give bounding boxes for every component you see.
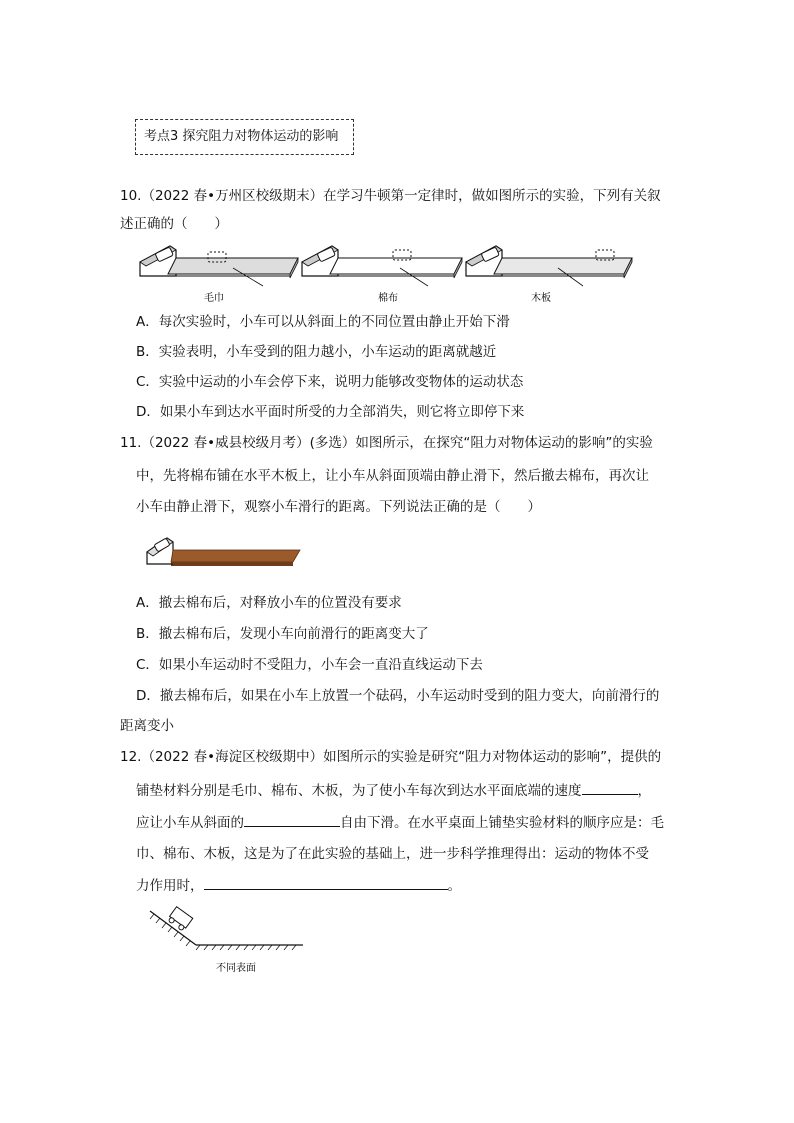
- q12-blank-position[interactable]: [244, 812, 340, 827]
- section-title: 考点3 探究阻力对物体运动的影响: [135, 119, 354, 155]
- q11-option-d-cont: 距离变小: [120, 718, 174, 734]
- q12-figure: [148, 903, 308, 978]
- q11-option-c: C．如果小车运动时不受阻力，小车会一直沿直线运动下去: [136, 657, 483, 673]
- q12-stem-line3-end: 自由下滑。在水平桌面上铺垫实验材料的顺序应是：毛: [340, 815, 664, 831]
- q11-stem-line3: 小车由静止滑下，观察小车滑行的距离。下列说法正确的是（ ）: [136, 499, 541, 515]
- q11-option-d: D．撤去棉布后，如果在小车上放置一个砝码，小车运动时受到的阻力变大，向前滑行的: [136, 688, 660, 704]
- q11-stem-line2: 中，先将棉布铺在水平木板上，让小车从斜面顶端由静止滑下，然后撤去棉布，再次让: [136, 468, 649, 484]
- q10-label-towel: 毛巾: [204, 293, 224, 304]
- q11-option-a: A．撤去棉布后，对释放小车的位置没有要求: [136, 595, 402, 611]
- q12-stem-line2-end: ，: [637, 783, 651, 799]
- q11-option-b: B．撤去棉布后，发现小车向前滑行的距离变大了: [136, 626, 429, 642]
- q12-stem-line5-text: 力作用时，: [136, 878, 204, 894]
- q10-ramp-wood: [466, 246, 632, 286]
- q12-blank-conclusion[interactable]: [204, 875, 448, 890]
- q10-option-d: D．如果小车到达水平面时所受的力全部消失，则它将立即停下来: [136, 404, 525, 420]
- q10-label-wood: 木板: [531, 293, 551, 304]
- q12-stem-line2: [136, 780, 651, 801]
- q10-ramp-towel: [140, 246, 298, 286]
- q12-stem-line5: [136, 875, 461, 896]
- q12-stem-line1: 12.（2022 春•海淀区校级期中）如图所示的实验是研究“阻力对物体运动的影响”，提供的: [120, 749, 662, 765]
- q10-stem-line1: 10.（2022 春•万州区校级期末）在学习牛顿第一定律时，做如图所示的实验，下列有关叙: [120, 188, 661, 204]
- q12-stem-line4: 巾、棉布、木板，这是为了在此实验的基础上，进一步科学推理得出：运动的物体不受: [136, 846, 649, 862]
- q12-stem-line3: [136, 812, 664, 833]
- q10-option-a: A．每次实验时，小车可以从斜面上的不同位置由静止开始下滑: [136, 314, 510, 330]
- q10-option-c: C．实验中运动的小车会停下来，说明力能够改变物体的运动状态: [136, 374, 524, 390]
- q12-stem-line2-text: 铺垫材料分别是毛巾、棉布、木板，为了使小车每次到达水平面底端的速度: [136, 783, 582, 799]
- q10-option-b: B．实验表明，小车受到的阻力越小，小车运动的距离就越近: [136, 344, 497, 360]
- q10-label-cotton: 棉布: [378, 293, 398, 304]
- q12-stem-line5-end: 。: [447, 878, 461, 894]
- q12-label-surfaces: 不同表面: [216, 963, 256, 974]
- q10-ramp-cotton: [302, 246, 462, 286]
- q11-stem-line1: 11.（2022 春•威县校级月考）(多选）如图所示，在探究“阻力对物体运动的影响”的实验: [120, 435, 653, 451]
- q12-stem-line3-text: 应让小车从斜面的: [136, 815, 244, 831]
- q12-blank-speed[interactable]: [582, 780, 638, 795]
- q10-figure: [138, 240, 638, 305]
- q10-stem-line2: 述正确的（ ）: [120, 216, 228, 232]
- q11-figure: [145, 534, 305, 574]
